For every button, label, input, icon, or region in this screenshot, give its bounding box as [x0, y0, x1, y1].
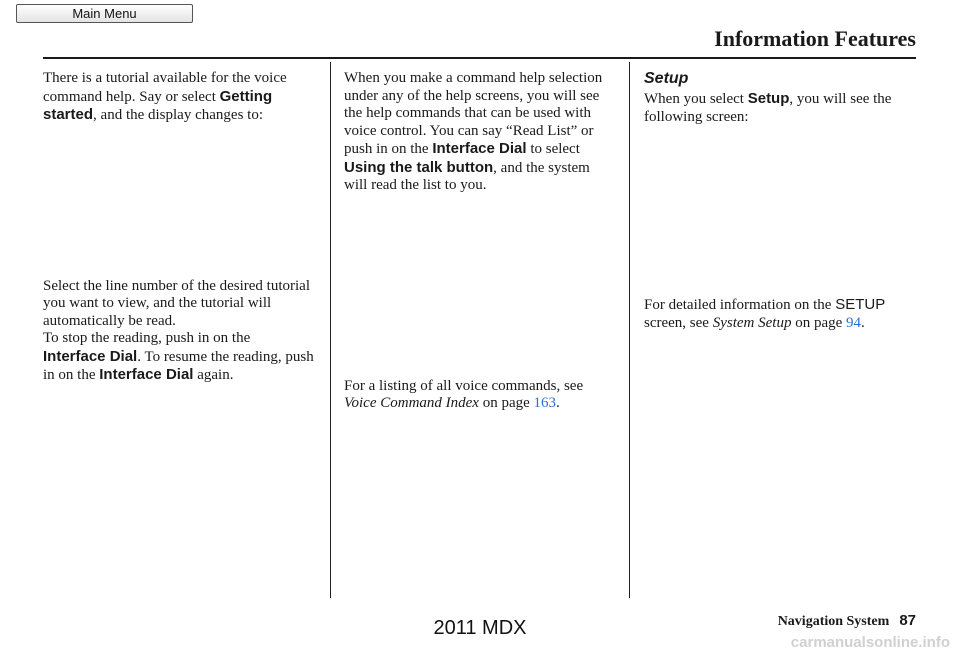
getting-started-term: Getting started	[43, 87, 273, 123]
system-setup-ref: System Setup	[712, 314, 792, 331]
tutorial-intro-paragraph: There is a tutorial available for the voice command help. Say or select Getting started, and the display changes to:	[43, 70, 287, 123]
page-163-link[interactable]: 163	[533, 395, 557, 411]
column-right	[644, 70, 916, 332]
setup-screen-term: SETUP	[835, 296, 886, 313]
tutorial-reading-paragraph: Select the line number of the desired tutorial you want to view, and the tutorial will automatically be read. To stop the reading, push in on the Interface Dial. To resume the reading, push in on the Interface Dial again.	[43, 277, 314, 383]
column-divider-right	[629, 62, 630, 598]
voice-command-index-ref: Voice Command Index	[344, 395, 479, 411]
column-middle	[344, 70, 616, 413]
setup-heading: Setup	[644, 70, 689, 87]
setup-term: Setup	[747, 90, 790, 107]
page-title: Information Features	[714, 26, 916, 51]
watermark: carmanualsonline.info	[790, 634, 950, 651]
help-commands-paragraph: When you make a command help selection under any of the help screens, you will see the help commands that can be used with voice control. You can say “Read List” or push in on the Interface Dial to select Using the talk button, and the system will read the list to you.	[344, 70, 603, 193]
page-94-link[interactable]: 94	[846, 314, 862, 331]
column-divider-left	[330, 62, 331, 598]
column-left	[43, 70, 315, 385]
main-menu-button[interactable]: Main Menu	[16, 4, 193, 23]
voice-command-listing-paragraph: For a listing of all voice commands, see Voice Command Index on page 163.	[344, 377, 584, 411]
page-number: 87	[899, 612, 916, 629]
interface-dial-term: Interface Dial	[99, 366, 194, 383]
setup-detail-paragraph: For detailed information on the SETUP screen, see System Setup on page 94.	[644, 296, 886, 331]
footer-section-name: Navigation System	[777, 614, 890, 629]
setup-intro-paragraph: When you select Setup, you will see the following screen:	[644, 90, 892, 125]
using-talk-button-term: Using the talk button	[344, 158, 494, 176]
interface-dial-term: Interface Dial	[432, 140, 527, 157]
interface-dial-term: Interface Dial	[43, 347, 138, 365]
title-divider	[43, 57, 916, 59]
footer-model: 2011 MDX	[433, 617, 527, 639]
